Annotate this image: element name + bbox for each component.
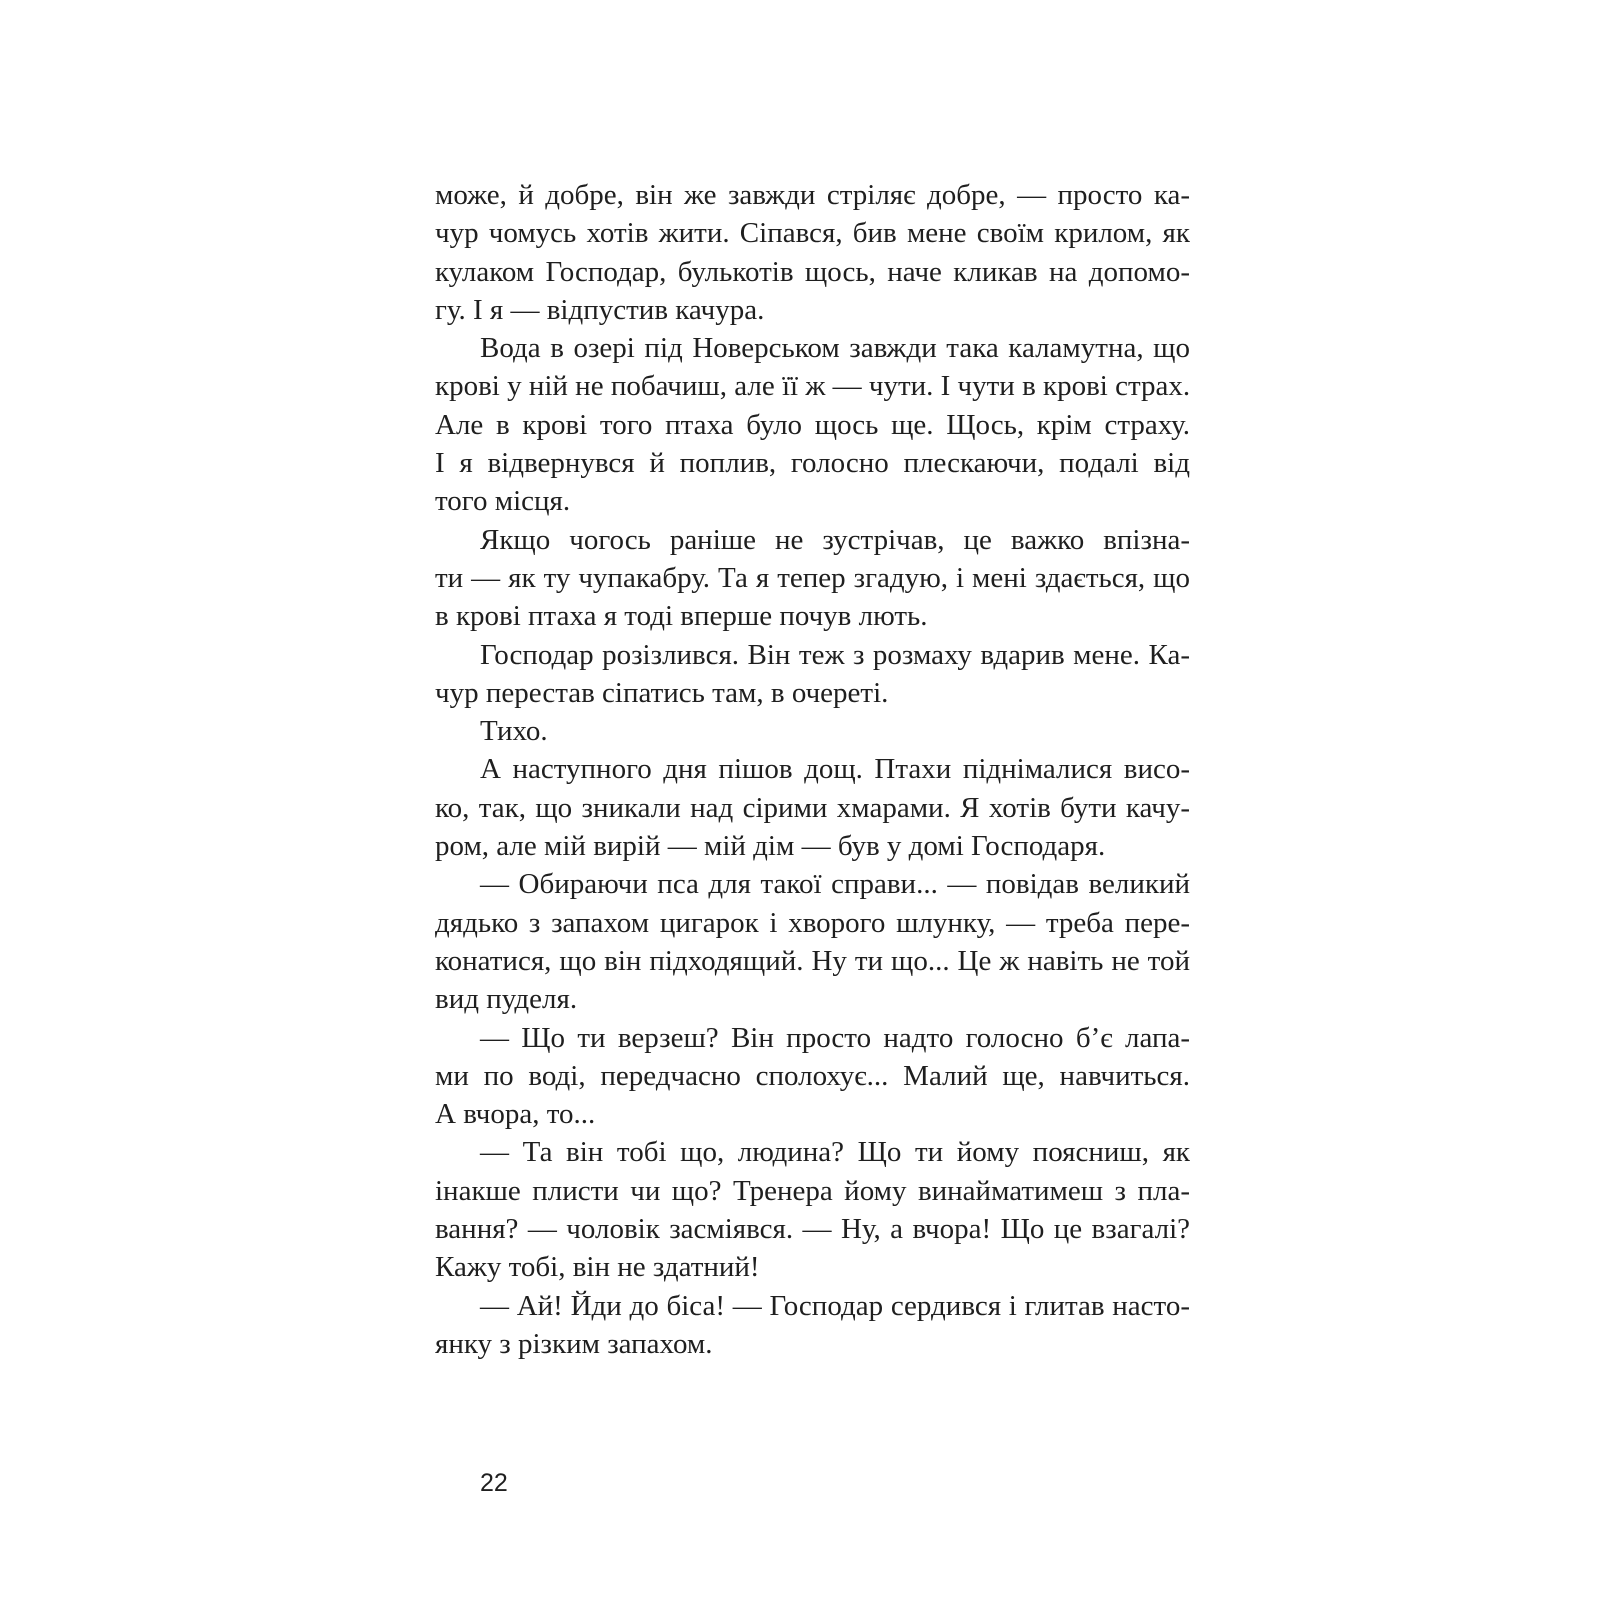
paragraph [435,1287,1190,1364]
text-line: чур перестав сіпатись там, в очереті. [435,676,889,709]
text-line: Кажу тобі, він не здатний! [435,1251,760,1284]
text-line: в крові птаха я тоді вперше почув лють. [435,600,928,633]
text-line: ром, але мій вирій — мій дім — був у домі Господаря. [435,830,1106,863]
text-line: конатися, що він підходящий. Ну ти що... Це ж навіть не той [435,944,1190,977]
text-line: янку з різким запахом. [435,1327,713,1360]
text-line: Тихо. [480,715,548,748]
text-line: може, й добре, він же завжди стріляє добре, — просто ка- [435,179,1190,211]
text-line: вид пуделя. [435,983,578,1016]
text-line: А наступного дня пішов дощ. Птахи піднімалися висо- [480,753,1190,786]
text-line: Але в крові того птаха було щось ще. Щось, крім страху. [435,408,1190,441]
text-line: — Та він тобі що, людина? Що ти йому поясниш, як [480,1136,1190,1169]
paragraph [435,750,1190,865]
paragraph [435,712,1190,750]
paragraph [435,865,1190,1018]
paragraph [435,636,1190,713]
text-line: — Ай! Йди до біса! — Господар сердився і глитав насто- [480,1289,1190,1322]
text-line: крові у ній не побачиш, але її ж — чути. І чути в крові страх. [435,370,1191,403]
body-text [435,176,1190,1363]
text-line: інакше плисти чи що? Тренера йому винайматимеш з пла- [435,1174,1190,1207]
text-line: того місця. [435,485,571,518]
text-line: Вода в озері під Новерськом завжди така каламутна, що [480,332,1190,365]
text-line: ти — як ту чупакабру. Та я тепер згадую, і мені здається, що [435,561,1190,594]
paragraph [435,1133,1190,1286]
text-line: — Обираючи пса для такої справи... — повідав великий [480,868,1190,901]
text-line: А вчора, то... [435,1098,596,1131]
text-line: чур чомусь хотів жити. Сіпався, бив мене своїм крилом, як [435,217,1190,250]
text-line: вання? — чоловік засміявся. — Ну, а вчора! Що це взагалі? [435,1213,1190,1246]
text-line: ми по воді, передчасно сполохує... Малий ще, навчиться. [435,1059,1190,1092]
text-line: — Що ти верзеш? Він просто надто голосно б’є лапа- [480,1021,1190,1054]
page-number: 22 [480,1469,508,1497]
text-line: ко, так, що зникали над сірими хмарами. Я хотів бути качу- [435,791,1190,824]
paragraph [435,176,1190,329]
paragraph [435,1019,1190,1134]
paragraph [435,329,1190,520]
text-line: Якщо чогось раніше не зустрічав, це важко впізна- [480,523,1190,556]
paragraph [435,521,1190,636]
text-line: І я відвернувся й поплив, голосно плескаючи, подалі від [435,447,1190,480]
text-line: Господар розізлився. Він теж з розмаху вдарив мене. Ка- [480,638,1190,671]
text-line: дядько з запахом цигарок і хворого шлунку, — треба пере- [435,906,1190,939]
text-line: кулаком Господар, булькотів щось, наче кликав на допомо- [435,255,1190,288]
text-line: гу. І я — відпустив качура. [435,293,765,326]
